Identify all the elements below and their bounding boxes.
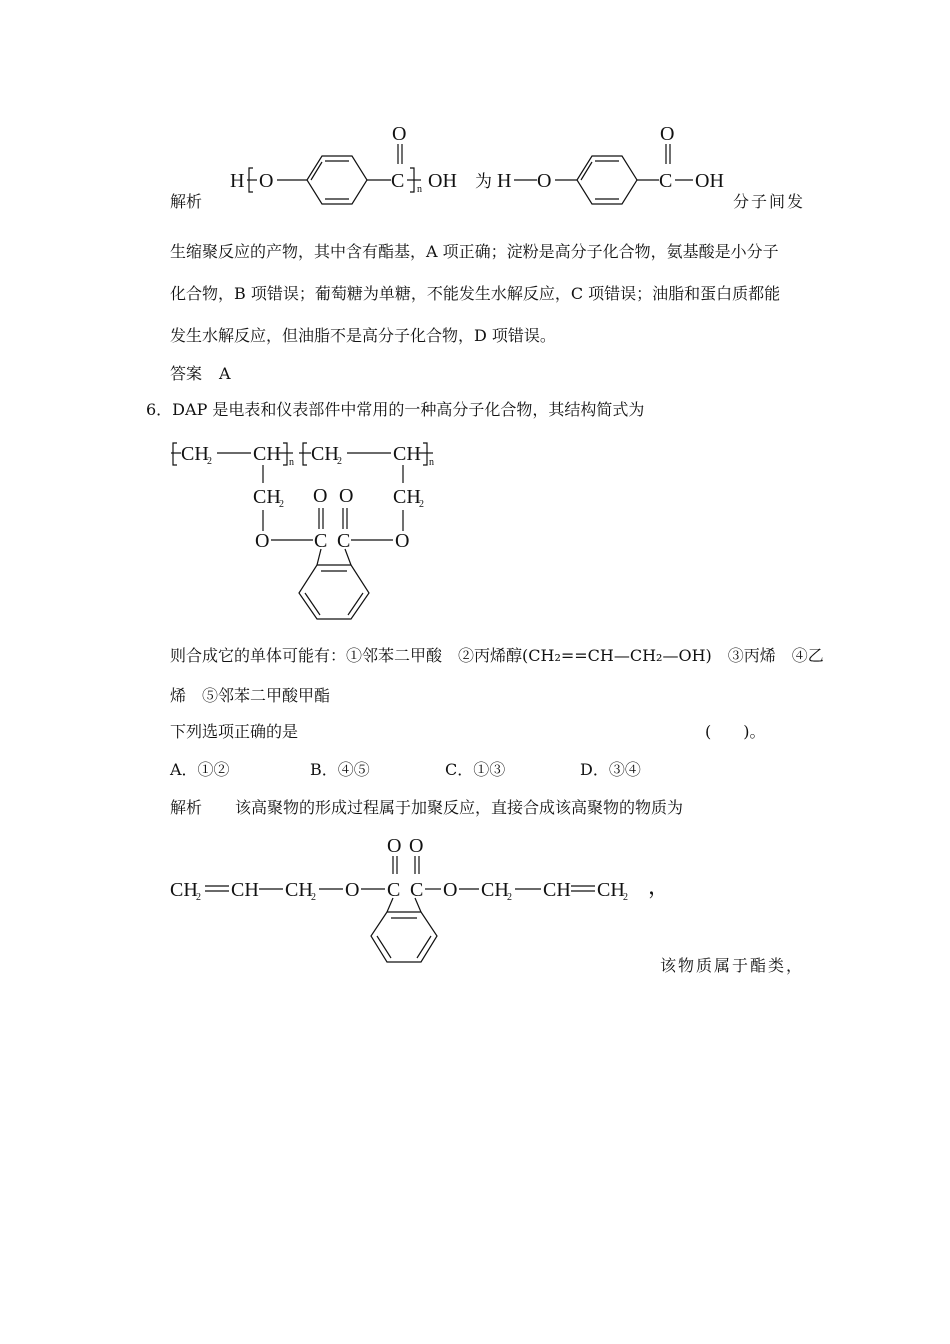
- svg-text:CH: CH: [253, 443, 281, 465]
- monomers-line-1: 则合成它的单体可能有：①邻苯二甲酸 ②丙烯醇(CH₂==CH—CH₂—OH) ③丙烯 ④乙: [170, 646, 824, 665]
- svg-text:O: O: [339, 485, 354, 507]
- svg-text:2: 2: [279, 499, 284, 510]
- svg-text:CH: CH: [285, 879, 313, 901]
- svg-text:O: O: [259, 170, 274, 192]
- svg-text:2: 2: [623, 892, 628, 903]
- svg-text:n: n: [289, 457, 294, 468]
- analysis-2-text: 该高聚物的形成过程属于加聚反应，直接合成该高聚物的物质为: [235, 798, 684, 817]
- analysis-line-3: 发生水解反应，但油脂不是高分子化合物，D 项错误。: [170, 326, 556, 345]
- svg-text:2: 2: [507, 892, 512, 903]
- svg-text:CH: CH: [311, 443, 339, 465]
- svg-text:n: n: [429, 457, 434, 468]
- answer-value: A: [219, 364, 231, 383]
- svg-text:OH: OH: [695, 170, 724, 192]
- analysis-line-1: 生缩聚反应的产物，其中含有酯基，A 项正确；淀粉是高分子化合物，氨基酸是小分子: [170, 242, 779, 261]
- svg-text:O: O: [443, 879, 458, 901]
- svg-text:O: O: [345, 879, 360, 901]
- svg-text:O: O: [387, 835, 402, 857]
- svg-text:O: O: [409, 835, 424, 857]
- svg-text:O: O: [395, 530, 410, 552]
- svg-text:CH: CH: [170, 879, 198, 901]
- option-c: C．①③: [445, 760, 506, 779]
- analysis-trailing-text: 分子间发: [733, 192, 806, 211]
- analysis-line-2: 化合物，B 项错误；葡萄糖为单糖，不能发生水解反应，C 项错误；油脂和蛋白质都能: [170, 284, 781, 303]
- question-6-prompt: 下列选项正确的是: [170, 722, 299, 741]
- svg-text:2: 2: [419, 499, 424, 510]
- svg-text:CH: CH: [481, 879, 509, 901]
- svg-text:H: H: [230, 170, 245, 192]
- svg-text:2: 2: [337, 456, 342, 467]
- option-b: B．④⑤: [310, 760, 370, 779]
- svg-text:H: H: [497, 170, 512, 192]
- svg-text:O: O: [255, 530, 270, 552]
- svg-text:n: n: [417, 184, 422, 195]
- svg-text:O: O: [537, 170, 552, 192]
- polyester-structure-formula: [225, 120, 735, 210]
- svg-text:2: 2: [207, 456, 212, 467]
- svg-text:C: C: [659, 170, 673, 192]
- svg-text:O: O: [660, 123, 675, 145]
- formula-comma: ，: [648, 875, 671, 900]
- svg-text:CH: CH: [231, 879, 259, 901]
- svg-text:O: O: [313, 485, 328, 507]
- svg-text:CH: CH: [597, 879, 625, 901]
- svg-text:C: C: [387, 879, 401, 901]
- monomers-line-2: 烯 ⑤邻苯二甲酸甲酯: [170, 686, 331, 705]
- dap-polymer-structure: [165, 435, 465, 625]
- answer-label: 答案: [170, 364, 203, 383]
- svg-text:CH: CH: [181, 443, 209, 465]
- svg-text:O: O: [392, 123, 407, 145]
- svg-text:C: C: [410, 879, 424, 901]
- diallyl-phthalate-structure: [165, 832, 665, 972]
- svg-text:2: 2: [196, 892, 201, 903]
- option-d: D．③④: [580, 760, 641, 779]
- svg-text:C: C: [314, 530, 328, 552]
- svg-text:CH: CH: [253, 486, 281, 508]
- analysis-2-tail: 该物质属于酯类，: [660, 956, 805, 975]
- svg-text:CH: CH: [393, 486, 421, 508]
- svg-text:2: 2: [311, 892, 316, 903]
- question-6-stem: 6．DAP 是电表和仪表部件中常用的一种高分子化合物，其结构简式为: [146, 400, 645, 419]
- svg-text:CH: CH: [543, 879, 571, 901]
- svg-text:OH: OH: [428, 170, 457, 192]
- svg-text:CH: CH: [393, 443, 421, 465]
- option-a: A．①②: [170, 760, 230, 779]
- svg-text:C: C: [337, 530, 351, 552]
- answer-blank: ( )。: [705, 722, 766, 741]
- svg-text:C: C: [391, 170, 405, 192]
- svg-text:为: 为: [475, 172, 492, 191]
- analysis-2-label: 解析: [170, 798, 203, 817]
- analysis-label: 解析: [170, 192, 203, 211]
